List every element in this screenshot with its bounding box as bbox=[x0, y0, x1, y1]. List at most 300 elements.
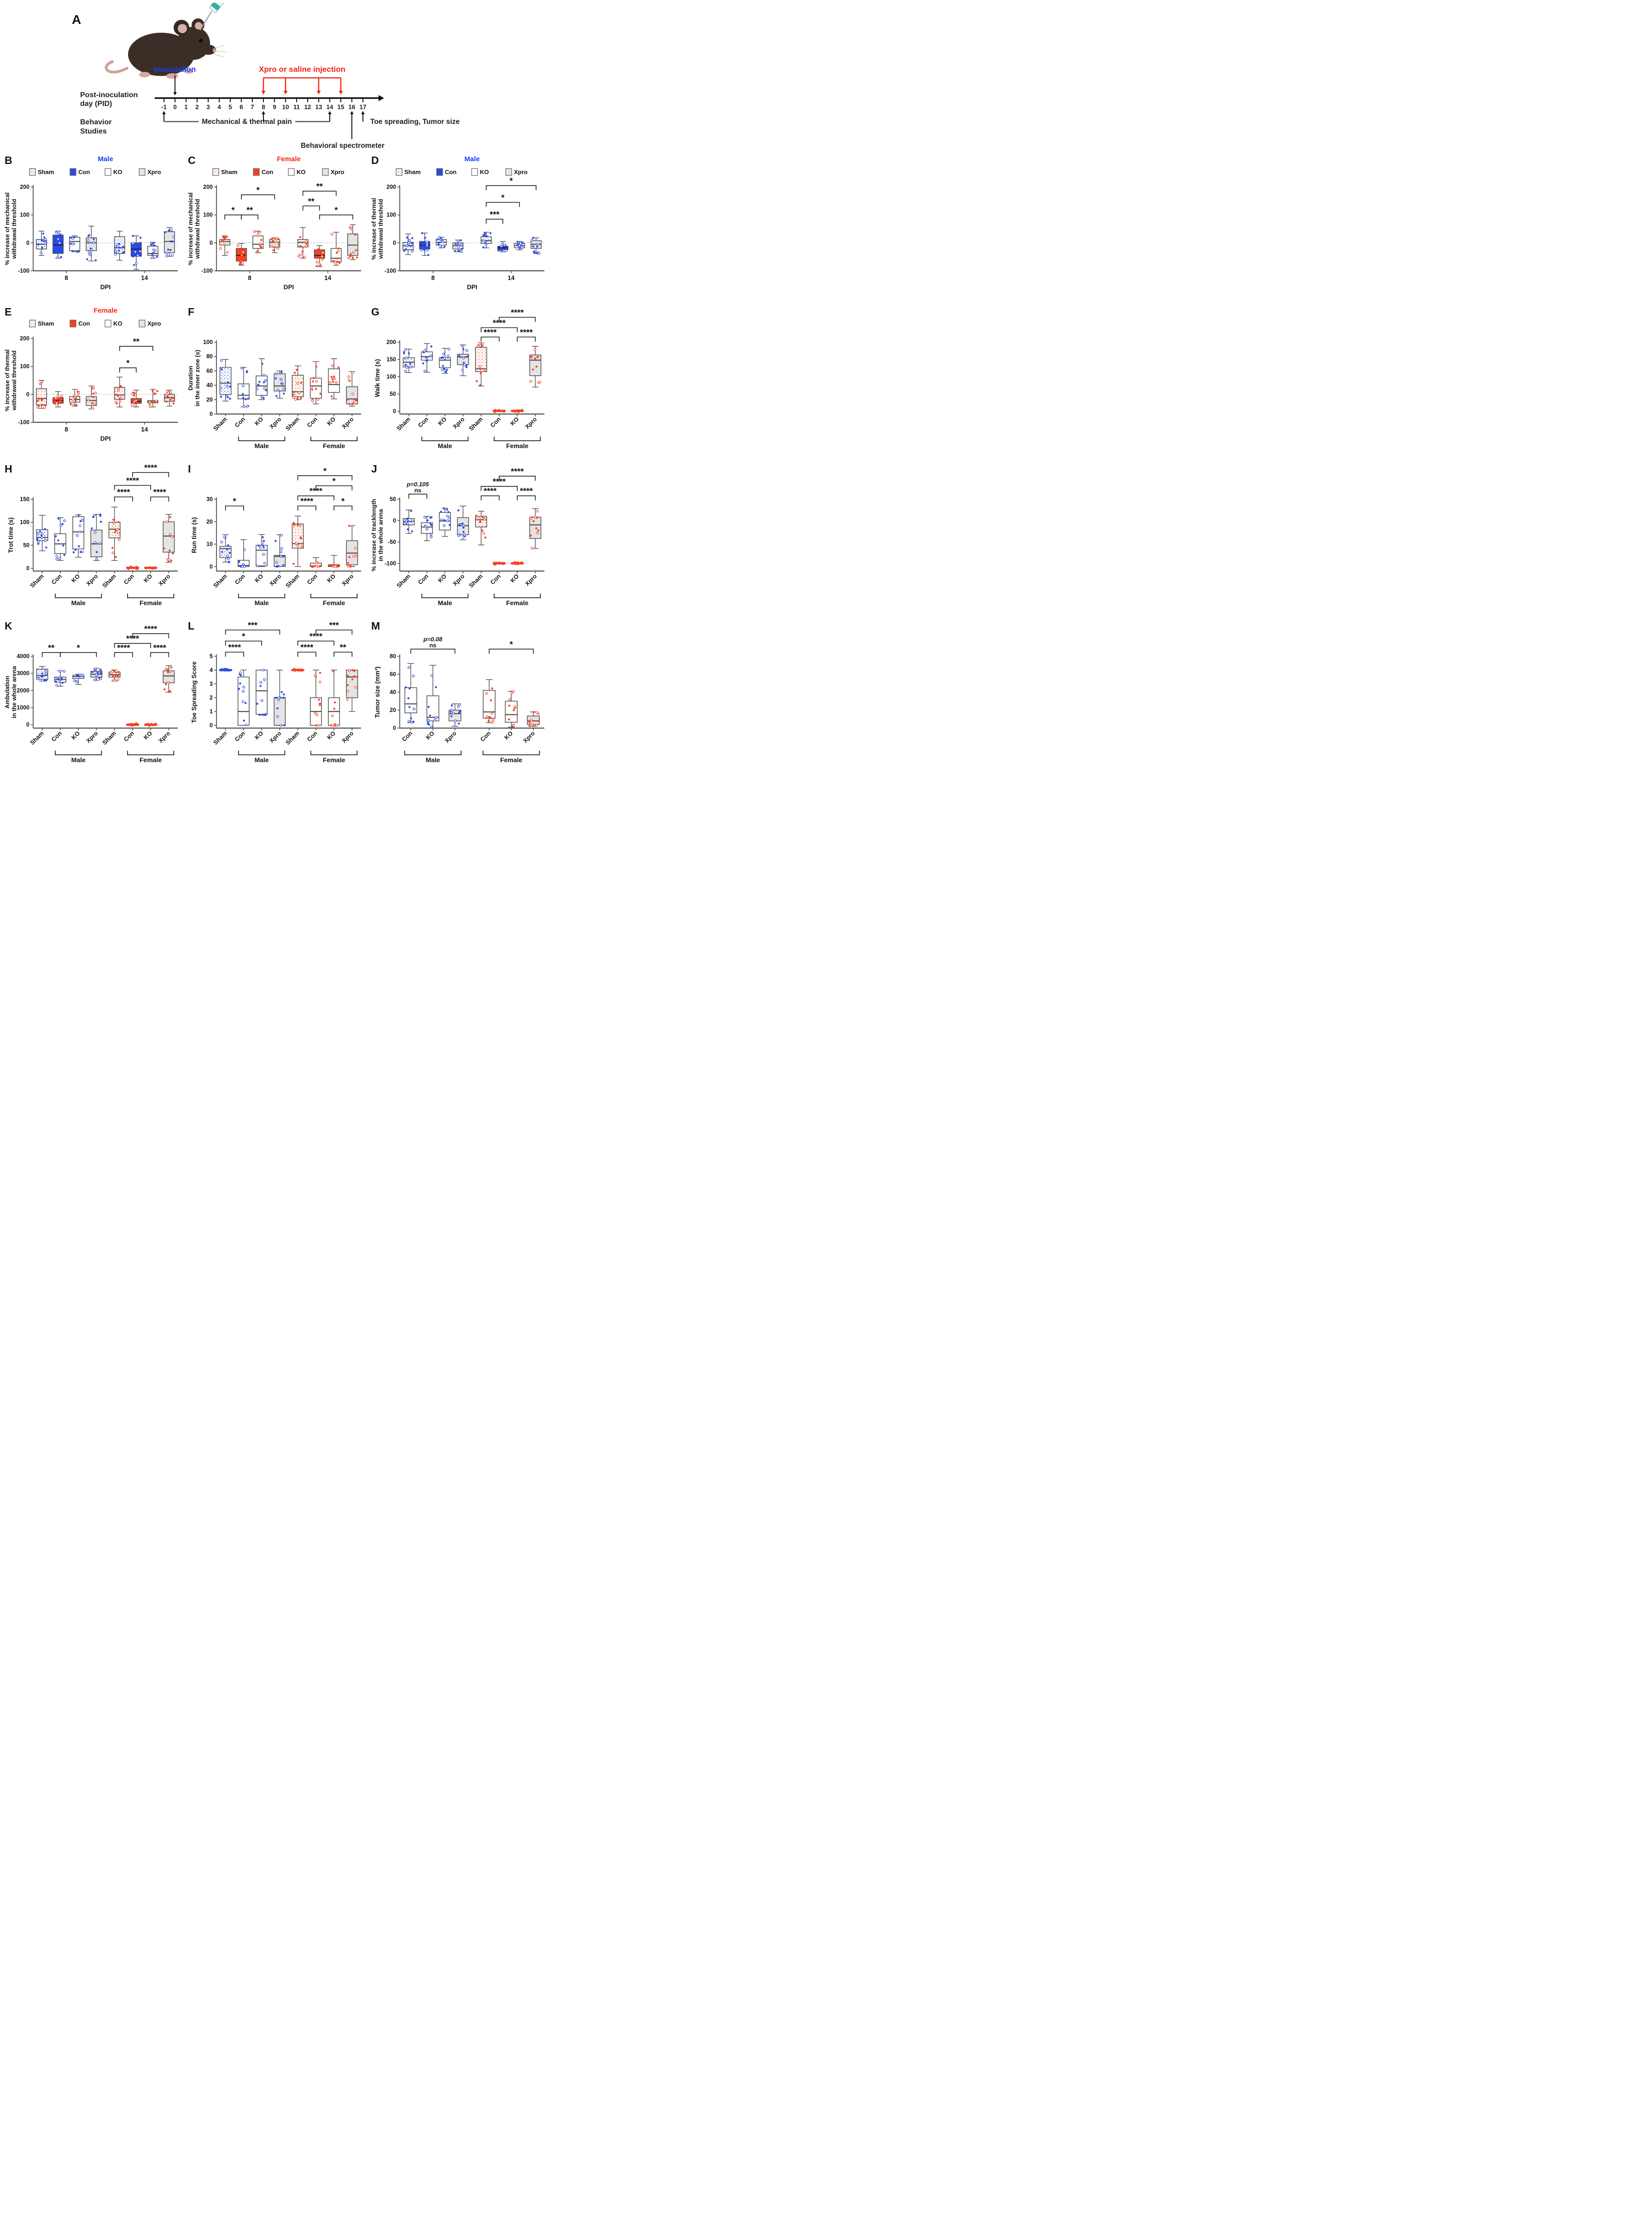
svg-text:0: 0 bbox=[26, 391, 29, 398]
svg-text:-100: -100 bbox=[18, 419, 29, 426]
svg-text:Con: Con bbox=[489, 572, 502, 586]
panel-m-boxplot bbox=[368, 618, 549, 774]
svg-text:14: 14 bbox=[141, 274, 148, 281]
panel-e-svg bbox=[2, 303, 182, 452]
svg-text:Con: Con bbox=[416, 572, 430, 586]
svg-text:4000: 4000 bbox=[17, 653, 29, 659]
panel-i-svg bbox=[185, 461, 366, 614]
panel-j-boxplot bbox=[368, 461, 549, 617]
panel-k-svg bbox=[2, 618, 182, 771]
svg-text:Xpro: Xpro bbox=[331, 169, 344, 175]
svg-text:80: 80 bbox=[390, 653, 396, 659]
svg-text:3000: 3000 bbox=[17, 670, 29, 677]
svg-text:0: 0 bbox=[393, 725, 396, 731]
svg-text:****: **** bbox=[484, 486, 497, 496]
panel-i-boxplot bbox=[185, 461, 366, 617]
svg-text:80: 80 bbox=[206, 353, 213, 360]
svg-text:100: 100 bbox=[20, 211, 29, 218]
svg-text:Tumor size (mm³): Tumor size (mm³) bbox=[374, 666, 381, 718]
svg-text:Con: Con bbox=[445, 169, 457, 175]
svg-text:KO: KO bbox=[436, 572, 448, 584]
svg-text:KO: KO bbox=[436, 415, 448, 427]
svg-text:50: 50 bbox=[390, 496, 396, 502]
svg-text:KO: KO bbox=[508, 415, 520, 427]
svg-text:Female: Female bbox=[140, 756, 162, 764]
svg-text:F: F bbox=[188, 306, 195, 318]
svg-text:0: 0 bbox=[210, 563, 213, 570]
svg-text:-100: -100 bbox=[18, 268, 29, 274]
svg-text:Sham: Sham bbox=[29, 729, 45, 747]
svg-text:Con: Con bbox=[233, 415, 246, 429]
panel-b-svg bbox=[2, 152, 182, 300]
svg-text:Behavior: Behavior bbox=[80, 118, 112, 126]
svg-text:KO: KO bbox=[297, 169, 306, 175]
svg-text:ns: ns bbox=[429, 642, 437, 649]
svg-text:****: **** bbox=[309, 632, 322, 641]
svg-text:150: 150 bbox=[386, 356, 396, 363]
svg-text:****: **** bbox=[117, 488, 130, 497]
svg-text:4: 4 bbox=[210, 667, 213, 673]
svg-text:5: 5 bbox=[210, 653, 213, 659]
svg-text:****: **** bbox=[300, 643, 314, 652]
svg-text:4: 4 bbox=[217, 104, 221, 111]
panel-f-boxplot bbox=[185, 303, 366, 460]
timeline-svg bbox=[2, 3, 549, 152]
svg-text:3: 3 bbox=[206, 104, 210, 111]
svg-text:KO: KO bbox=[424, 729, 436, 741]
svg-text:Sham: Sham bbox=[467, 572, 484, 589]
svg-text:Sham: Sham bbox=[38, 169, 54, 175]
svg-text:in the inner zone (s): in the inner zone (s) bbox=[194, 350, 201, 407]
svg-text:50: 50 bbox=[390, 391, 396, 397]
svg-text:***: *** bbox=[247, 621, 258, 630]
svg-text:Xpro: Xpro bbox=[340, 415, 355, 431]
panel-c-boxplot bbox=[185, 152, 366, 303]
svg-text:****: **** bbox=[492, 318, 506, 328]
svg-text:1: 1 bbox=[210, 708, 213, 715]
svg-text:7: 7 bbox=[251, 104, 254, 111]
svg-text:KO: KO bbox=[325, 729, 337, 741]
svg-text:KO: KO bbox=[113, 320, 123, 327]
svg-text:Xpro: Xpro bbox=[84, 572, 99, 588]
svg-text:-100: -100 bbox=[384, 560, 396, 567]
svg-text:in the whole arena: in the whole arena bbox=[377, 509, 384, 561]
svg-text:0: 0 bbox=[26, 721, 29, 728]
svg-text:200: 200 bbox=[20, 335, 29, 342]
svg-text:Con: Con bbox=[489, 415, 502, 429]
svg-text:KO: KO bbox=[325, 572, 337, 584]
svg-text:0: 0 bbox=[210, 239, 213, 246]
svg-text:% increase of thermal: % increase of thermal bbox=[370, 198, 377, 260]
svg-text:Sham: Sham bbox=[467, 415, 484, 432]
svg-text:C: C bbox=[188, 154, 196, 166]
svg-text:9: 9 bbox=[273, 104, 276, 111]
svg-text:withdrawal threshold: withdrawal threshold bbox=[11, 198, 18, 259]
svg-text:100: 100 bbox=[20, 519, 29, 525]
svg-text:Female: Female bbox=[93, 307, 117, 315]
svg-text:150: 150 bbox=[20, 496, 29, 502]
svg-text:D: D bbox=[371, 154, 379, 166]
svg-text:13: 13 bbox=[315, 104, 322, 111]
svg-text:50: 50 bbox=[23, 542, 29, 548]
svg-text:****: **** bbox=[126, 476, 139, 485]
svg-text:KO: KO bbox=[70, 572, 82, 584]
svg-text:-100: -100 bbox=[384, 268, 396, 274]
svg-text:****: **** bbox=[153, 488, 166, 497]
svg-text:14: 14 bbox=[326, 104, 333, 111]
panel-k-boxplot bbox=[2, 618, 182, 774]
svg-text:60: 60 bbox=[390, 671, 396, 677]
svg-text:KO: KO bbox=[480, 169, 489, 175]
svg-text:Con: Con bbox=[305, 415, 319, 429]
svg-text:Sham: Sham bbox=[284, 415, 301, 432]
svg-text:12: 12 bbox=[304, 104, 311, 111]
svg-text:% increase of tracklength: % increase of tracklength bbox=[370, 499, 377, 572]
svg-text:Xpro: Xpro bbox=[268, 572, 283, 588]
svg-text:Female: Female bbox=[506, 599, 529, 607]
panel-b-boxplot bbox=[2, 152, 182, 303]
svg-text:0: 0 bbox=[210, 722, 213, 729]
svg-text:Male: Male bbox=[438, 599, 452, 607]
svg-text:**: ** bbox=[246, 205, 253, 215]
svg-text:DPI: DPI bbox=[100, 435, 111, 442]
svg-text:Con: Con bbox=[233, 729, 246, 743]
svg-text:Xpro: Xpro bbox=[451, 572, 466, 588]
svg-text:14: 14 bbox=[141, 426, 148, 433]
svg-text:6: 6 bbox=[239, 104, 243, 111]
svg-text:****: **** bbox=[511, 467, 524, 476]
svg-text:Female: Female bbox=[140, 599, 162, 607]
svg-text:M: M bbox=[371, 620, 380, 632]
svg-text:2: 2 bbox=[210, 694, 213, 701]
svg-text:Female: Female bbox=[323, 756, 345, 764]
svg-text:Xpro: Xpro bbox=[157, 572, 172, 588]
svg-text:****: **** bbox=[117, 643, 130, 653]
svg-text:Female: Female bbox=[277, 155, 301, 163]
svg-text:Xpro: Xpro bbox=[451, 415, 466, 431]
svg-text:Xpro: Xpro bbox=[443, 729, 458, 745]
svg-text:B: B bbox=[5, 154, 12, 166]
svg-text:H: H bbox=[5, 463, 12, 475]
svg-text:**: ** bbox=[308, 197, 315, 206]
svg-text:Xpro: Xpro bbox=[523, 415, 538, 431]
svg-text:****: **** bbox=[144, 624, 158, 634]
svg-text:**: ** bbox=[48, 643, 55, 653]
svg-text:Behavioral spectrometer: Behavioral spectrometer bbox=[301, 142, 385, 150]
svg-text:10: 10 bbox=[206, 541, 213, 548]
svg-text:14: 14 bbox=[324, 274, 332, 281]
svg-text:*: * bbox=[323, 466, 327, 476]
svg-text:Male: Male bbox=[254, 756, 269, 764]
svg-text:p=0.105: p=0.105 bbox=[407, 480, 429, 488]
panel-g-svg bbox=[368, 303, 549, 457]
svg-text:Sham: Sham bbox=[395, 415, 412, 432]
svg-text:*: * bbox=[332, 476, 336, 486]
svg-text:30: 30 bbox=[206, 496, 213, 502]
panel-a-timeline bbox=[2, 3, 549, 152]
svg-text:Con: Con bbox=[122, 572, 135, 586]
svg-text:Con: Con bbox=[262, 169, 274, 175]
svg-text:11: 11 bbox=[293, 104, 300, 111]
svg-text:40: 40 bbox=[206, 382, 213, 389]
figure bbox=[0, 0, 551, 776]
svg-text:****: **** bbox=[520, 327, 533, 337]
svg-text:KO: KO bbox=[113, 169, 123, 175]
svg-text:*: * bbox=[231, 205, 235, 215]
svg-text:20: 20 bbox=[390, 707, 396, 713]
svg-text:Xpro: Xpro bbox=[84, 729, 99, 745]
svg-text:Con: Con bbox=[416, 415, 430, 429]
svg-text:8: 8 bbox=[431, 274, 435, 281]
svg-text:KO: KO bbox=[142, 572, 154, 584]
svg-text:Con: Con bbox=[233, 572, 246, 586]
svg-text:Con: Con bbox=[305, 572, 319, 586]
svg-text:5: 5 bbox=[228, 104, 232, 111]
svg-text:Sham: Sham bbox=[212, 572, 228, 589]
svg-text:****: **** bbox=[492, 477, 506, 487]
svg-text:Con: Con bbox=[479, 729, 492, 743]
svg-text:-50: -50 bbox=[387, 538, 396, 545]
svg-text:Sham: Sham bbox=[101, 729, 117, 747]
svg-text:2000: 2000 bbox=[17, 687, 29, 694]
svg-text:Duration: Duration bbox=[187, 366, 194, 391]
svg-text:15: 15 bbox=[337, 104, 344, 111]
svg-text:200: 200 bbox=[386, 339, 396, 345]
svg-text:200: 200 bbox=[386, 184, 396, 190]
svg-text:Inoculation: Inoculation bbox=[154, 65, 196, 74]
svg-text:0: 0 bbox=[393, 517, 396, 524]
svg-text:Xpro: Xpro bbox=[268, 729, 283, 745]
svg-text:Con: Con bbox=[78, 320, 90, 327]
svg-text:Female: Female bbox=[323, 599, 345, 607]
svg-text:Con: Con bbox=[305, 729, 319, 743]
svg-text:100: 100 bbox=[203, 211, 213, 218]
panel-d-boxplot bbox=[368, 152, 549, 303]
panel-j-svg bbox=[368, 461, 549, 614]
svg-text:-1: -1 bbox=[161, 104, 167, 111]
svg-text:20: 20 bbox=[206, 396, 213, 403]
svg-text:KO: KO bbox=[508, 572, 520, 584]
panel-g-boxplot bbox=[368, 303, 549, 460]
svg-text:*: * bbox=[233, 496, 236, 506]
svg-text:% increase of mechanical: % increase of mechanical bbox=[187, 192, 194, 266]
svg-text:Male: Male bbox=[464, 155, 480, 163]
svg-text:p=0.08: p=0.08 bbox=[423, 636, 443, 643]
svg-text:Walk time (s): Walk time (s) bbox=[374, 359, 381, 397]
panel-h-boxplot bbox=[2, 461, 182, 617]
svg-text:100: 100 bbox=[20, 363, 29, 370]
panel-l-boxplot bbox=[185, 618, 366, 774]
svg-text:8: 8 bbox=[64, 426, 68, 433]
svg-text:KO: KO bbox=[253, 572, 265, 584]
svg-text:Male: Male bbox=[254, 599, 269, 607]
panel-e-boxplot bbox=[2, 303, 182, 460]
svg-text:Male: Male bbox=[426, 756, 440, 764]
svg-text:Trot time (s): Trot time (s) bbox=[7, 517, 14, 553]
svg-text:Con: Con bbox=[78, 169, 90, 175]
svg-text:Male: Male bbox=[71, 599, 86, 607]
svg-text:*: * bbox=[341, 496, 345, 506]
svg-text:Male: Male bbox=[98, 155, 113, 163]
panel-m-svg bbox=[368, 618, 549, 771]
panel-l-svg bbox=[185, 618, 366, 771]
svg-text:KO: KO bbox=[502, 729, 514, 741]
svg-text:Male: Male bbox=[438, 442, 452, 449]
svg-text:Xpro: Xpro bbox=[147, 320, 161, 327]
svg-text:KO: KO bbox=[142, 729, 154, 741]
svg-text:200: 200 bbox=[203, 184, 213, 190]
svg-text:1: 1 bbox=[184, 104, 188, 111]
svg-text:****: **** bbox=[300, 496, 314, 506]
svg-text:*: * bbox=[509, 640, 513, 649]
svg-text:Con: Con bbox=[122, 729, 135, 743]
svg-text:****: **** bbox=[153, 643, 166, 653]
svg-text:J: J bbox=[371, 463, 377, 475]
svg-text:withdrawal threshold: withdrawal threshold bbox=[11, 350, 18, 411]
svg-text:KO: KO bbox=[70, 729, 82, 741]
svg-text:****: **** bbox=[309, 486, 322, 496]
panel-h-svg bbox=[2, 461, 182, 614]
svg-text:3: 3 bbox=[210, 681, 213, 687]
svg-text:Female: Female bbox=[500, 756, 523, 764]
svg-text:Xpro: Xpro bbox=[514, 169, 528, 175]
svg-text:200: 200 bbox=[20, 184, 29, 190]
svg-text:Male: Male bbox=[71, 756, 86, 764]
svg-text:Post-inoculation: Post-inoculation bbox=[80, 91, 138, 99]
svg-text:DPI: DPI bbox=[283, 284, 294, 291]
svg-text:Xpro or saline injection: Xpro or saline injection bbox=[259, 65, 345, 74]
svg-text:% increase of mechanical: % increase of mechanical bbox=[4, 192, 11, 266]
svg-text:100: 100 bbox=[386, 373, 396, 380]
svg-text:K: K bbox=[5, 620, 12, 632]
chart-grid bbox=[2, 152, 549, 774]
svg-text:Xpro: Xpro bbox=[521, 729, 537, 745]
svg-text:0: 0 bbox=[26, 239, 29, 246]
svg-text:Ambulation: Ambulation bbox=[4, 676, 11, 709]
svg-text:0: 0 bbox=[393, 239, 396, 246]
svg-text:L: L bbox=[188, 620, 195, 632]
svg-text:Con: Con bbox=[400, 729, 414, 743]
svg-text:8: 8 bbox=[64, 274, 68, 281]
svg-text:Sham: Sham bbox=[284, 729, 301, 747]
svg-text:in the whole arena: in the whole arena bbox=[11, 666, 18, 718]
svg-text:***: *** bbox=[329, 621, 339, 630]
svg-text:16: 16 bbox=[348, 104, 356, 111]
svg-text:E: E bbox=[5, 306, 12, 318]
svg-text:Con: Con bbox=[50, 572, 63, 586]
svg-text:Xpro: Xpro bbox=[268, 415, 283, 431]
svg-text:20: 20 bbox=[206, 518, 213, 525]
panel-f-svg bbox=[185, 303, 366, 457]
svg-text:1000: 1000 bbox=[17, 704, 29, 711]
svg-text:KO: KO bbox=[253, 415, 265, 427]
svg-text:% increase of thermal: % increase of thermal bbox=[4, 349, 11, 412]
svg-text:Male: Male bbox=[254, 442, 269, 449]
svg-text:DPI: DPI bbox=[100, 284, 111, 291]
svg-text:KO: KO bbox=[253, 729, 265, 741]
svg-text:DPI: DPI bbox=[467, 284, 478, 291]
svg-text:Sham: Sham bbox=[404, 169, 421, 175]
svg-text:Female: Female bbox=[506, 442, 529, 449]
svg-text:Female: Female bbox=[323, 442, 345, 449]
svg-text:Studies: Studies bbox=[80, 128, 107, 135]
svg-text:14: 14 bbox=[508, 274, 515, 281]
svg-text:**: ** bbox=[133, 337, 140, 346]
svg-text:0: 0 bbox=[26, 565, 29, 572]
svg-text:Toe Spreading Score: Toe Spreading Score bbox=[191, 661, 198, 723]
svg-text:****: **** bbox=[228, 643, 241, 652]
svg-text:withdrawal threshold: withdrawal threshold bbox=[377, 198, 384, 259]
svg-text:**: ** bbox=[316, 182, 323, 192]
svg-text:Xpro: Xpro bbox=[340, 572, 355, 588]
svg-text:Sham: Sham bbox=[38, 320, 54, 327]
svg-text:Sham: Sham bbox=[212, 729, 228, 747]
svg-text:0: 0 bbox=[393, 408, 396, 414]
svg-text:0: 0 bbox=[173, 104, 177, 111]
svg-text:Sham: Sham bbox=[395, 572, 412, 589]
svg-text:*: * bbox=[509, 176, 513, 186]
svg-text:***: *** bbox=[490, 210, 500, 219]
svg-text:A: A bbox=[72, 12, 82, 27]
svg-text:**: ** bbox=[339, 643, 346, 652]
svg-text:*: * bbox=[334, 205, 338, 215]
svg-text:17: 17 bbox=[359, 104, 367, 111]
svg-text:Run time (s): Run time (s) bbox=[191, 517, 198, 554]
svg-text:ns: ns bbox=[414, 486, 421, 494]
svg-text:****: **** bbox=[126, 634, 139, 644]
svg-text:Toe spreading, Tumor size: Toe spreading, Tumor size bbox=[370, 118, 460, 126]
svg-text:10: 10 bbox=[282, 104, 289, 111]
svg-text:****: **** bbox=[520, 486, 533, 496]
svg-text:40: 40 bbox=[390, 689, 396, 695]
svg-text:Xpro: Xpro bbox=[147, 169, 161, 175]
panel-c-svg bbox=[185, 152, 366, 300]
svg-text:*: * bbox=[242, 632, 245, 641]
svg-text:*: * bbox=[501, 193, 505, 203]
svg-text:*: * bbox=[256, 185, 260, 195]
svg-text:Sham: Sham bbox=[101, 572, 117, 589]
svg-text:day (PID): day (PID) bbox=[80, 100, 112, 108]
svg-text:Sham: Sham bbox=[29, 572, 45, 589]
svg-text:Sham: Sham bbox=[221, 169, 238, 175]
svg-text:****: **** bbox=[144, 463, 158, 473]
svg-text:KO: KO bbox=[325, 415, 337, 427]
svg-text:withdrawal threshold: withdrawal threshold bbox=[194, 198, 201, 259]
svg-text:G: G bbox=[371, 306, 379, 318]
svg-text:2: 2 bbox=[195, 104, 199, 111]
svg-text:-100: -100 bbox=[201, 268, 213, 274]
svg-text:0: 0 bbox=[210, 411, 213, 417]
svg-text:****: **** bbox=[484, 327, 497, 337]
svg-text:Sham: Sham bbox=[284, 572, 301, 589]
svg-text:*: * bbox=[126, 358, 130, 368]
svg-text:Con: Con bbox=[50, 729, 63, 743]
svg-text:Xpro: Xpro bbox=[157, 729, 172, 745]
svg-text:100: 100 bbox=[386, 211, 396, 218]
svg-text:60: 60 bbox=[206, 368, 213, 374]
svg-text:8: 8 bbox=[248, 274, 251, 281]
svg-text:8: 8 bbox=[262, 104, 265, 111]
panel-d-svg bbox=[368, 152, 549, 300]
svg-text:Xpro: Xpro bbox=[523, 572, 538, 588]
svg-text:****: **** bbox=[511, 308, 524, 317]
svg-text:*: * bbox=[76, 643, 80, 653]
svg-text:Xpro: Xpro bbox=[340, 729, 355, 745]
svg-text:Mechanical & thermal pain: Mechanical & thermal pain bbox=[202, 118, 292, 126]
svg-text:Sham: Sham bbox=[212, 415, 228, 432]
svg-text:100: 100 bbox=[203, 339, 213, 345]
svg-text:I: I bbox=[188, 463, 191, 475]
